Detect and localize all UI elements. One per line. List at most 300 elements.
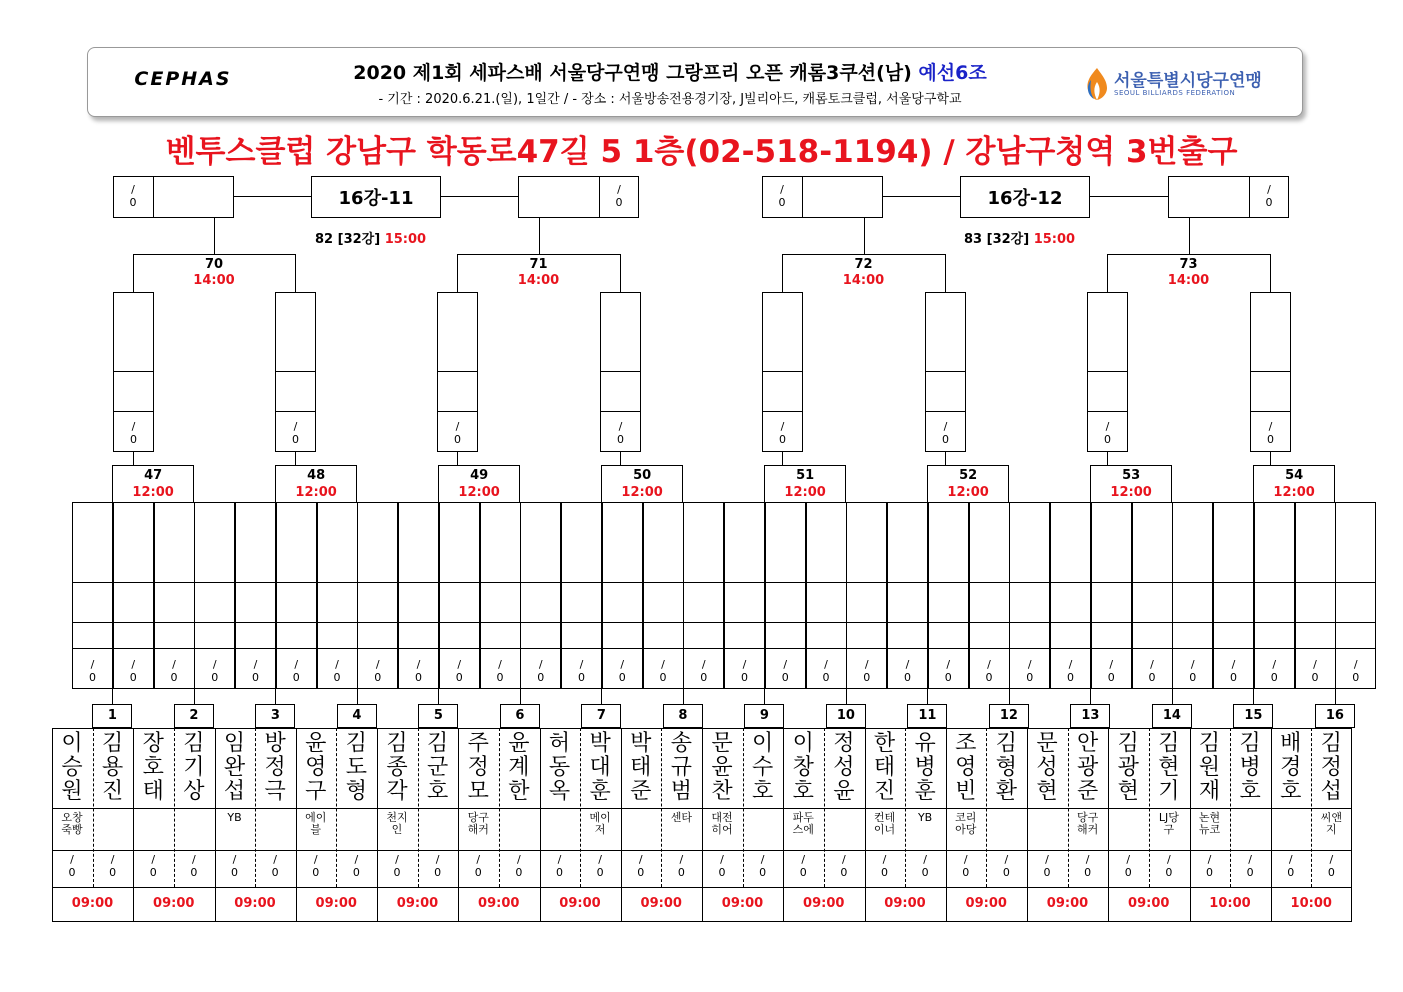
score-value: 0 [252, 671, 259, 684]
federation-english: SEOUL BILLIARDS FEDERATION [1114, 89, 1236, 97]
score-box-divider [1050, 648, 1091, 649]
score-value: 0 [617, 433, 624, 446]
score-value: 0 [352, 866, 360, 879]
score-box-divider [765, 582, 806, 583]
score-box-divider [683, 622, 724, 623]
score-box-divider [561, 582, 602, 583]
score-box-divider [1009, 648, 1050, 649]
player-name: 박대훈 [589, 731, 611, 804]
score-box-divider [317, 582, 358, 583]
score-box-divider [113, 582, 154, 583]
score-slash: / [801, 853, 806, 866]
score-box-divider [1087, 411, 1128, 412]
score-value: 0 [515, 866, 523, 879]
player-name: 유병훈 [914, 731, 936, 804]
score-box-divider [113, 371, 154, 372]
score-slash: / [618, 420, 623, 433]
player-name: 김광현 [1117, 731, 1139, 804]
match-number: 15 [1244, 708, 1263, 723]
connector-line [357, 689, 358, 705]
r64-match-number: 47 [144, 468, 163, 483]
score-slash: / [1166, 853, 1171, 866]
player-club: 코리아당 [955, 811, 977, 836]
match-number: 2 [189, 708, 199, 723]
score-value: 0 [718, 866, 726, 879]
r32-note-number: 83 [964, 232, 987, 247]
score-box-divider [1172, 648, 1213, 649]
player-name: 안광준 [1076, 731, 1099, 804]
score-box-divider [1295, 648, 1336, 649]
r32-note [315, 228, 426, 247]
score-value: 0 [863, 671, 871, 684]
score-box-divider [969, 582, 1010, 583]
score-box-divider [765, 622, 806, 623]
score-slash: / [946, 658, 951, 671]
score-slash: / [620, 658, 625, 671]
player-name: 문윤찬 [711, 731, 733, 804]
r32-note-time: 15:00 [384, 232, 427, 247]
score-slash: / [923, 853, 927, 866]
period-venue: - 기간 : 2020.6.21.(일), 1일간 / - 장소 : 서울방송전용경기장, J빌리아드, 캐롬토크클럽, 서울당구학교 [378, 92, 962, 107]
match-number: 10 [836, 708, 855, 723]
score-value: 0 [211, 671, 219, 684]
score-box-divider [437, 411, 478, 412]
match-number: 12 [999, 708, 1018, 723]
score-value: 0 [985, 671, 993, 684]
score-slash: / [1272, 658, 1277, 671]
score-slash: / [864, 658, 869, 671]
r64-match-number: 50 [633, 468, 652, 483]
connector-line [620, 254, 621, 292]
score-box-divider [1091, 582, 1132, 583]
connector-line [927, 689, 928, 705]
player-name: 허동옥 [548, 731, 571, 804]
venue-banner: 벤투스클럽 강남구 학동로47길 5 1층(02-518-1194) / 강남구청역 3번출구 [165, 134, 1238, 170]
score-box-divider [1132, 622, 1173, 623]
r64-match-number: 54 [1285, 468, 1304, 483]
match-time: 09:00 [640, 896, 682, 911]
player-club: 당구해커 [1076, 811, 1099, 836]
score-box-divider [1172, 582, 1213, 583]
connector-line [214, 217, 215, 254]
player-name: 윤계한 [508, 731, 530, 804]
r64-match-time: 12:00 [947, 485, 989, 500]
player-name: 김군호 [426, 731, 449, 804]
score-slash: / [1190, 658, 1195, 671]
score-slash: / [905, 658, 910, 671]
player-name: 김종각 [386, 731, 408, 804]
flame-icon [1082, 66, 1112, 102]
score-box-divider [846, 582, 887, 583]
score-value: 0 [942, 433, 949, 446]
player-name: 김병호 [1239, 731, 1261, 804]
match-number: 13 [1081, 708, 1100, 723]
score-box-divider [235, 582, 276, 583]
score-box-divider [72, 582, 113, 583]
score-box-divider [765, 648, 806, 649]
match-number: 1 [107, 708, 117, 723]
score-slash: / [435, 853, 440, 866]
score-value: 0 [68, 866, 76, 879]
r64-match-number: 52 [959, 468, 978, 483]
r64-match-number: 49 [470, 468, 489, 483]
r32-note-time: 15:00 [1033, 232, 1076, 247]
score-slash: / [1268, 420, 1273, 433]
score-box-divider [887, 622, 928, 623]
connector-line [1172, 689, 1173, 705]
score-box-divider [1050, 622, 1091, 623]
score-slash: / [131, 658, 136, 671]
score-slash: / [131, 183, 135, 196]
connector-line [1107, 254, 1108, 292]
score-box-divider [683, 648, 724, 649]
connector-line [1270, 452, 1271, 465]
connector-line [864, 217, 865, 254]
score-value: 0 [944, 671, 952, 684]
r32-note-tag: [32강] [337, 232, 385, 247]
r32-match-time: 14:00 [193, 273, 235, 288]
player-club: 당구해커 [467, 811, 489, 836]
player-name: 이창호 [792, 731, 814, 804]
cephas-logo: CEPHAS [134, 68, 232, 90]
score-box-divider [113, 411, 154, 412]
score-box-divider [602, 582, 643, 583]
score-value: 0 [659, 671, 667, 684]
score-value: 0 [1189, 671, 1197, 684]
match-number: 4 [352, 708, 362, 723]
match-time: 09:00 [315, 896, 357, 911]
score-box-divider [1250, 411, 1291, 412]
score-slash: / [498, 658, 502, 671]
bracket-line [782, 254, 945, 255]
connector-line [275, 689, 276, 705]
score-box-divider [600, 371, 641, 372]
score-box-divider [806, 648, 847, 649]
score-slash: / [273, 853, 277, 866]
score-value: 0 [170, 671, 178, 684]
score-box-divider [846, 648, 887, 649]
score-value: 0 [537, 671, 545, 684]
score-slash: / [1329, 853, 1334, 866]
score-slash: / [151, 853, 156, 866]
player-name: 방정극 [264, 731, 286, 804]
score-box-divider [113, 622, 154, 623]
score-slash: / [701, 658, 706, 671]
score-box-divider [602, 622, 643, 623]
score-value: 0 [1104, 433, 1111, 446]
score-value: 0 [231, 866, 238, 879]
score-value: 0 [759, 866, 767, 879]
score-slash: / [598, 853, 602, 866]
score-box-divider [925, 371, 966, 372]
score-slash: / [638, 853, 643, 866]
score-slash: / [232, 853, 237, 866]
score-box-divider [1009, 582, 1050, 583]
score-slash: / [212, 658, 217, 671]
score-box-divider [398, 648, 439, 649]
connector-line [520, 689, 521, 705]
score-box-divider [72, 622, 113, 623]
score-box-divider [439, 622, 480, 623]
player-club: 메이저 [589, 811, 611, 836]
bracket-line [1090, 196, 1168, 197]
title-text: 2020 제1회 세파스배 서울당구연맹 그랑프리 오픈 캐롬3쿠션(남) [353, 62, 912, 84]
score-slash: / [1150, 658, 1154, 671]
player-name: 윤영구 [305, 731, 327, 804]
score-box-divider [1091, 648, 1132, 649]
match-time: 09:00 [1128, 896, 1170, 911]
score-value: 0 [1084, 866, 1092, 879]
score-slash: / [1288, 853, 1293, 866]
score-box-divider [969, 622, 1010, 623]
r64-match-time: 12:00 [1273, 485, 1315, 500]
r32-match-time: 14:00 [517, 273, 560, 288]
score-value: 0 [904, 671, 911, 684]
score-box-divider [439, 648, 480, 649]
score-slash: / [1004, 853, 1009, 866]
connector-line [764, 689, 765, 705]
score-value: 0 [1206, 866, 1213, 879]
score-value: 0 [292, 433, 299, 446]
connector-line [133, 254, 134, 292]
player-name: 김원재 [1198, 731, 1221, 804]
r64-match-time: 12:00 [784, 485, 826, 500]
match-time: 09:00 [1046, 896, 1089, 911]
match-time: 09:00 [721, 896, 764, 911]
score-box-divider [1132, 648, 1173, 649]
score-value: 0 [615, 196, 623, 209]
score-box-divider [1172, 622, 1213, 623]
score-value: 0 [496, 671, 504, 684]
r16-label: 16강-11 [338, 188, 414, 209]
score-box-divider [1295, 622, 1336, 623]
score-slash: / [476, 853, 481, 866]
score-slash: / [1267, 183, 1271, 196]
score-slash: / [824, 658, 828, 671]
score-slash: / [557, 853, 562, 866]
player-name: 문성현 [1036, 731, 1058, 804]
score-value: 0 [129, 671, 137, 684]
score-box-divider [806, 582, 847, 583]
score-value: 0 [618, 671, 626, 684]
player-name: 이수호 [751, 731, 774, 804]
federation-logo [1082, 64, 1292, 104]
connector-line [782, 452, 783, 465]
score-value: 0 [779, 433, 786, 446]
connector-line [1107, 452, 1108, 465]
player-club: YB [227, 811, 242, 824]
score-value: 0 [271, 866, 279, 879]
connector-line [457, 452, 458, 465]
score-box-divider [1087, 371, 1128, 372]
score-box-divider [153, 176, 154, 218]
player-name: 김용진 [101, 731, 124, 804]
score-value: 0 [1265, 196, 1273, 209]
match-number: 14 [1162, 708, 1181, 723]
score-box-divider [724, 622, 765, 623]
score-slash: / [1248, 853, 1252, 866]
score-value: 0 [1327, 866, 1335, 879]
score-box-divider [235, 648, 276, 649]
match-time: 09:00 [396, 896, 439, 911]
score-value: 0 [434, 866, 442, 879]
score-box-divider [276, 582, 317, 583]
score-box-divider [357, 648, 398, 649]
score-box-divider [437, 371, 478, 372]
score-slash: / [579, 658, 584, 671]
score-box-divider [806, 622, 847, 623]
score-box-divider [113, 648, 154, 649]
score-value: 0 [129, 196, 137, 209]
score-slash: / [375, 658, 380, 671]
score-slash: / [661, 658, 665, 671]
score-slash: / [253, 658, 258, 671]
score-value: 0 [840, 866, 848, 879]
player-club: 센타 [670, 811, 692, 824]
score-box-divider [520, 582, 561, 583]
score-slash: / [294, 658, 299, 671]
bracket-line [234, 196, 311, 197]
r16-label: 16강-12 [987, 188, 1063, 209]
match-number: 7 [596, 708, 606, 723]
connector-line [846, 689, 847, 705]
score-value: 0 [1043, 866, 1051, 879]
score-slash: / [538, 658, 543, 671]
score-slash: / [313, 853, 318, 866]
score-box-divider [643, 648, 684, 649]
score-box-divider [600, 411, 641, 412]
connector-line [295, 254, 296, 292]
r64-match-time: 12:00 [295, 485, 337, 500]
score-value: 0 [190, 866, 198, 879]
bracket-line [883, 196, 960, 197]
player-name: 송규범 [670, 731, 692, 804]
match-time: 09:00 [71, 896, 114, 911]
score-value: 0 [1311, 671, 1319, 684]
player-club: 씨앤지 [1320, 811, 1342, 836]
score-box-divider [194, 622, 235, 623]
score-value: 0 [1002, 866, 1010, 879]
score-value: 0 [1230, 671, 1237, 684]
score-value: 0 [1067, 671, 1074, 684]
score-box-divider [398, 622, 439, 623]
score-slash: / [1353, 658, 1358, 671]
player-name: 정성윤 [833, 731, 855, 804]
score-slash: / [70, 853, 74, 866]
score-value: 0 [1026, 671, 1034, 684]
match-number: 5 [433, 708, 443, 723]
score-value: 0 [1107, 671, 1115, 684]
score-box-divider [1335, 582, 1376, 583]
score-box-divider [762, 411, 803, 412]
connector-line [601, 689, 602, 705]
score-box-divider [1295, 582, 1336, 583]
score-box-divider [194, 582, 235, 583]
score-box-divider [1250, 371, 1291, 372]
score-box-divider [1213, 622, 1254, 623]
score-value: 0 [578, 671, 585, 684]
group-label: 예선6조 [918, 62, 987, 84]
player-club: 천지인 [386, 811, 408, 836]
score-value: 0 [1165, 866, 1173, 879]
player-name: 임완섭 [223, 731, 246, 804]
score-value: 0 [1148, 671, 1156, 684]
score-value: 0 [700, 671, 708, 684]
score-value: 0 [741, 671, 748, 684]
score-box-divider [480, 582, 521, 583]
connector-line [1335, 689, 1336, 705]
player-name: 박태준 [630, 731, 652, 804]
score-slash: / [1027, 658, 1032, 671]
score-box-divider [1254, 582, 1295, 583]
score-value: 0 [1267, 433, 1274, 446]
player-name: 김정섭 [1320, 731, 1342, 804]
score-slash: / [1109, 658, 1114, 671]
score-box-divider [276, 622, 317, 623]
score-slash: / [987, 658, 991, 671]
score-slash: / [1085, 853, 1090, 866]
score-box-divider [1132, 582, 1173, 583]
score-slash: / [1207, 853, 1212, 866]
score-slash: / [416, 658, 421, 671]
connector-line [457, 254, 458, 292]
r64-match-time: 12:00 [132, 485, 174, 500]
score-slash: / [457, 658, 462, 671]
r64-match-number: 51 [796, 468, 815, 483]
match-time: 09:00 [234, 896, 276, 911]
score-slash: / [841, 853, 846, 866]
score-slash: / [780, 420, 785, 433]
connector-line [438, 689, 439, 705]
player-club: 컨테이너 [873, 811, 896, 836]
score-slash: / [783, 658, 788, 671]
score-slash: / [780, 183, 784, 196]
r32-match-number: 72 [854, 257, 873, 272]
score-box-divider [235, 622, 276, 623]
match-number: 3 [270, 708, 280, 723]
score-value: 0 [292, 671, 300, 684]
score-slash: / [395, 853, 399, 866]
score-box-divider [357, 582, 398, 583]
r32-note-number: 82 [315, 232, 338, 247]
score-box-divider [1254, 622, 1295, 623]
bracket-line [133, 254, 295, 255]
score-box-divider [520, 648, 561, 649]
score-slash: / [335, 658, 339, 671]
score-box-divider [357, 622, 398, 623]
score-value: 0 [1270, 671, 1278, 684]
score-slash: / [131, 420, 136, 433]
score-value: 0 [881, 866, 888, 879]
score-value: 0 [454, 433, 461, 446]
score-slash: / [760, 853, 765, 866]
score-slash: / [1045, 853, 1049, 866]
connector-line [133, 452, 134, 465]
score-value: 0 [474, 866, 482, 879]
score-slash: / [720, 853, 724, 866]
score-box-divider [602, 648, 643, 649]
score-box-divider [1050, 582, 1091, 583]
score-box-divider [928, 582, 969, 583]
score-value: 0 [455, 671, 463, 684]
score-box-divider [643, 582, 684, 583]
connector-line [945, 254, 946, 292]
score-slash: / [1231, 658, 1236, 671]
match-time: 09:00 [965, 896, 1007, 911]
score-value: 0 [312, 866, 320, 879]
score-box-divider [520, 622, 561, 623]
score-box-divider [194, 648, 235, 649]
